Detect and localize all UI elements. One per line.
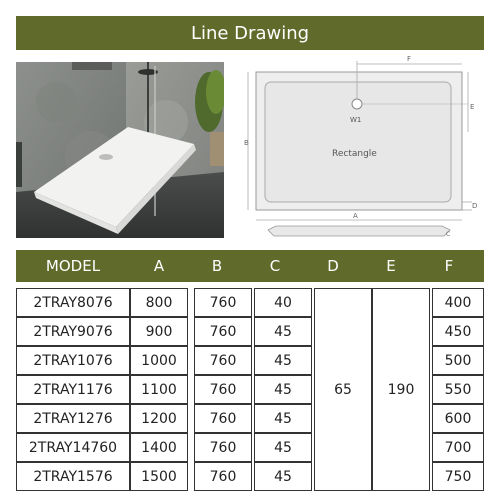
a-cell: 1000 xyxy=(130,346,188,375)
b-cell: 760 xyxy=(194,433,252,462)
b-cell: 760 xyxy=(194,317,252,346)
dimension-diagram xyxy=(236,52,486,244)
model-cell: 2TRAY9076 xyxy=(16,317,130,346)
col-header-e: E xyxy=(386,257,396,275)
c-cell: 45 xyxy=(254,346,312,375)
b-cell: 760 xyxy=(194,462,252,491)
col-header-model: MODEL xyxy=(45,257,101,275)
tray-profile xyxy=(268,226,450,236)
a-cell: 900 xyxy=(130,317,188,346)
b-cell: 760 xyxy=(194,288,252,317)
model-cell: 2TRAY1576 xyxy=(16,462,130,491)
model-cell: 2TRAY1176 xyxy=(16,375,130,404)
waste-label: W1 xyxy=(350,116,362,124)
f-cell: 600 xyxy=(432,404,484,433)
line-drawing xyxy=(236,52,486,244)
model-cell: 2TRAY1076 xyxy=(16,346,130,375)
c-cell: 45 xyxy=(254,404,312,433)
b-cell: 760 xyxy=(194,346,252,375)
dim-a-label: A xyxy=(353,212,358,220)
c-cell: 40 xyxy=(254,288,312,317)
a-cell: 1200 xyxy=(130,404,188,433)
dim-d-label: D xyxy=(472,202,478,210)
col-header-d: D xyxy=(327,257,339,275)
a-cell: 1500 xyxy=(130,462,188,491)
model-cell: 2TRAY1276 xyxy=(16,404,130,433)
f-cell: 450 xyxy=(432,317,484,346)
title-banner xyxy=(16,16,484,50)
rectangle-label: Rectangle xyxy=(332,149,377,159)
waste-icon xyxy=(352,99,362,109)
dim-b-label: B xyxy=(244,139,249,147)
b-cell: 760 xyxy=(194,375,252,404)
a-cell: 1100 xyxy=(130,375,188,404)
col-header-f: F xyxy=(444,257,454,275)
product-photo xyxy=(16,62,224,238)
f-cell: 400 xyxy=(432,288,484,317)
c-cell: 45 xyxy=(254,317,312,346)
f-cell: 550 xyxy=(432,375,484,404)
dim-e-label: E xyxy=(470,103,475,111)
model-cell: 2TRAY14760 xyxy=(16,433,130,462)
e-shared-cell: 190 xyxy=(372,288,430,491)
col-header-c: C xyxy=(269,257,281,275)
dim-f-label: F xyxy=(407,55,412,63)
f-cell: 750 xyxy=(432,462,484,491)
c-cell: 45 xyxy=(254,433,312,462)
model-cell: 2TRAY8076 xyxy=(16,288,130,317)
b-cell: 760 xyxy=(194,404,252,433)
c-cell: 45 xyxy=(254,375,312,404)
c-cell: 45 xyxy=(254,462,312,491)
a-cell: 800 xyxy=(130,288,188,317)
f-cell: 500 xyxy=(432,346,484,375)
shower-tray-photo xyxy=(16,62,224,238)
col-header-a: A xyxy=(153,257,165,275)
page-title: Line Drawing xyxy=(190,22,310,44)
col-header-b: B xyxy=(211,257,223,275)
table-header xyxy=(16,250,484,282)
d-shared-cell: 65 xyxy=(314,288,372,491)
a-cell: 1400 xyxy=(130,433,188,462)
dim-c-label: C xyxy=(446,231,451,238)
f-cell: 700 xyxy=(432,433,484,462)
